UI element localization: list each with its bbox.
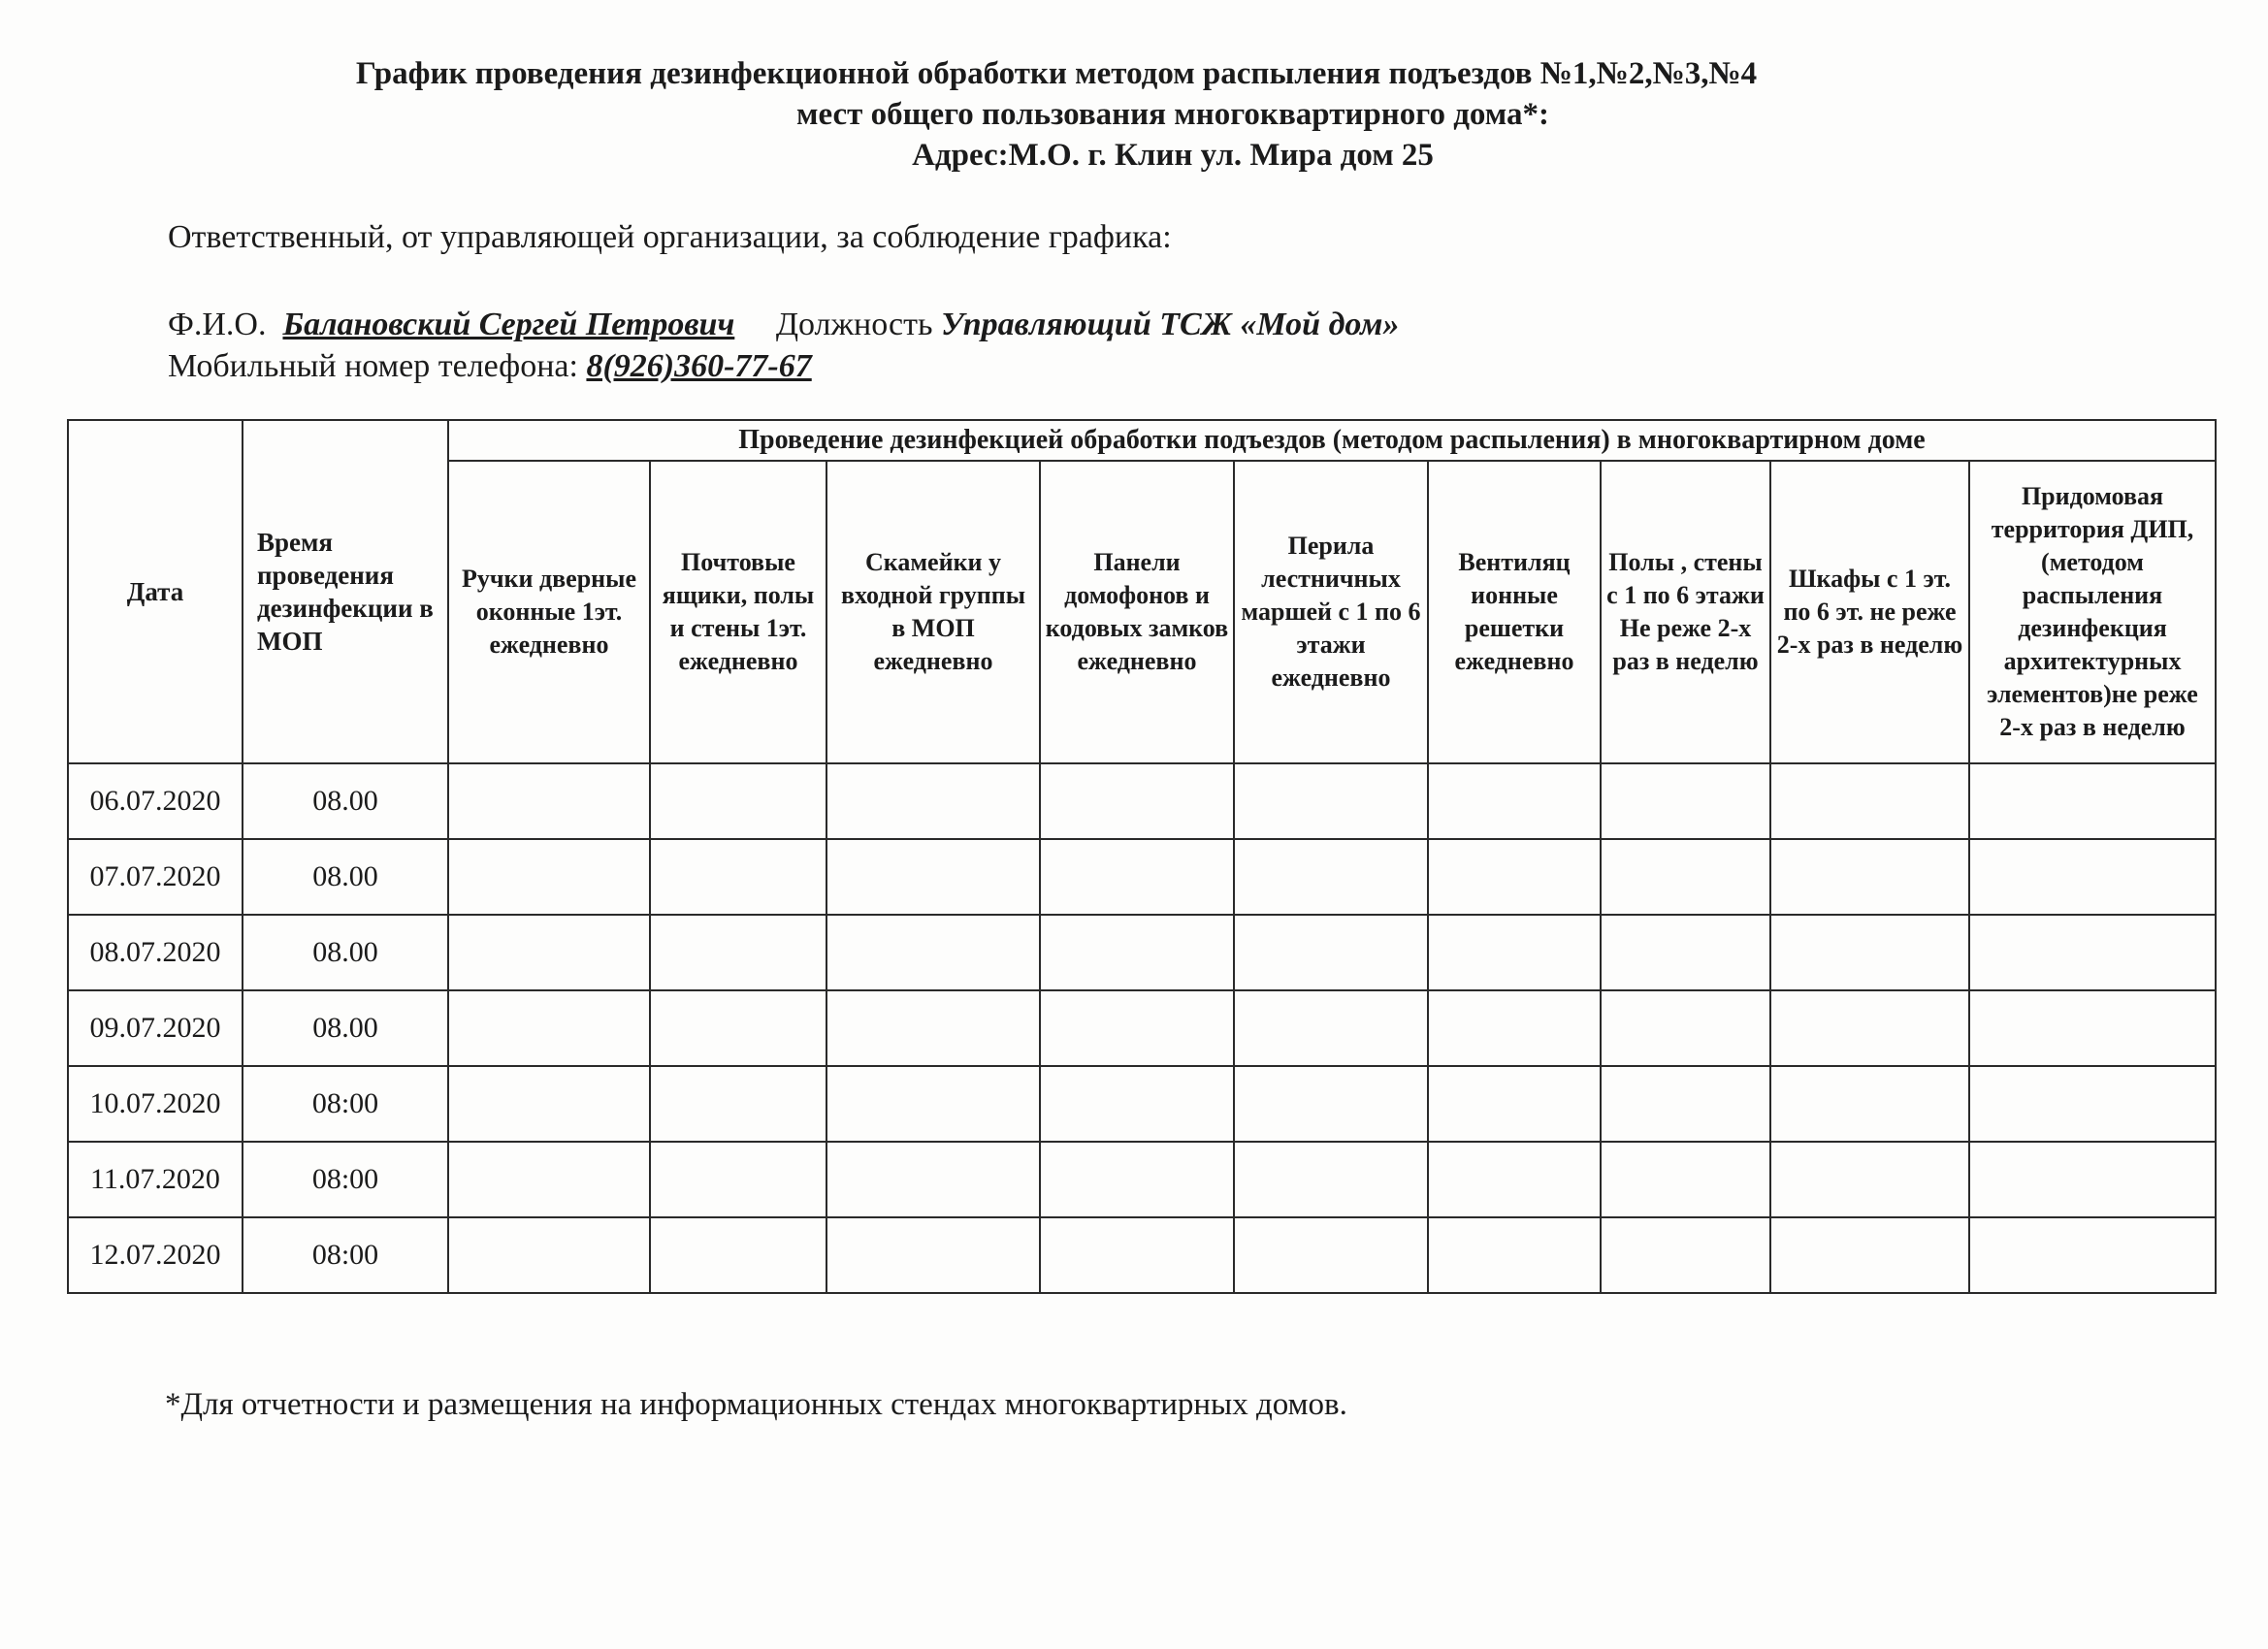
empty-cell xyxy=(1234,1217,1428,1293)
empty-cell xyxy=(448,839,650,915)
date-cell: 08.07.2020 xyxy=(68,915,243,990)
date-cell: 12.07.2020 xyxy=(68,1217,243,1293)
empty-cell xyxy=(1770,839,1969,915)
empty-cell xyxy=(1428,990,1601,1066)
column-header-benches: Скамейки у входной группы в МОП ежедневно xyxy=(826,461,1040,763)
table-row xyxy=(68,839,2216,915)
position-value: Управляющий ТСЖ «Мой дом» xyxy=(941,307,1400,342)
empty-cell xyxy=(448,990,650,1066)
group-header: Проведение дезинфекцией обработки подъездов (методом распыления) в многоквартирном доме xyxy=(448,420,2216,461)
date-cell: 09.07.2020 xyxy=(68,990,243,1066)
empty-cell xyxy=(448,1066,650,1142)
fio-value: Балановский Сергей Петрович xyxy=(282,307,735,342)
empty-cell xyxy=(826,1142,1040,1217)
empty-cell xyxy=(1040,1066,1234,1142)
empty-cell xyxy=(1969,990,2216,1066)
empty-cell xyxy=(1040,763,1234,839)
table-row xyxy=(68,1142,2216,1217)
empty-cell xyxy=(826,1066,1040,1142)
empty-cell xyxy=(1040,1217,1234,1293)
empty-cell xyxy=(1969,763,2216,839)
empty-cell xyxy=(1770,915,1969,990)
empty-cell xyxy=(1770,1217,1969,1293)
empty-cell xyxy=(1601,763,1770,839)
column-header-cabinets: Шкафы с 1 эт. по 6 эт. не реже 2-х раз в неделю xyxy=(1770,461,1969,763)
column-header-floors-walls: Полы , стены с 1 по 6 этажи Не реже 2-х раз в неделю xyxy=(1601,461,1770,763)
empty-cell xyxy=(1428,1142,1601,1217)
phone-value: 8(926)360-77-67 xyxy=(586,348,812,384)
empty-cell xyxy=(1969,839,2216,915)
empty-cell xyxy=(1234,915,1428,990)
fio-line xyxy=(168,305,1399,345)
table-row xyxy=(68,990,2216,1066)
column-header-adjacent-territory: Придомовая территория ДИП, (методом распыления дезинфекция архитектурных элементов)не реже 2-х раз в неделю xyxy=(1969,461,2216,763)
empty-cell xyxy=(1770,1142,1969,1217)
empty-cell xyxy=(1428,1066,1601,1142)
empty-cell xyxy=(1040,1142,1234,1217)
empty-cell xyxy=(1601,1142,1770,1217)
fio-label: Ф.И.О. xyxy=(168,307,267,342)
empty-cell xyxy=(650,915,826,990)
date-cell: 07.07.2020 xyxy=(68,839,243,915)
empty-cell xyxy=(448,763,650,839)
time-cell: 08.00 xyxy=(243,990,448,1066)
empty-cell xyxy=(1601,990,1770,1066)
empty-cell xyxy=(1601,839,1770,915)
column-header-stair-railings: Перила лестничных маршей с 1 по 6 этажи ежедневно xyxy=(1234,461,1428,763)
empty-cell xyxy=(650,990,826,1066)
title-address: Адрес:М.О. г. Клин ул. Мира дом 25 xyxy=(912,138,1434,173)
empty-cell xyxy=(1040,990,1234,1066)
empty-cell xyxy=(826,839,1040,915)
column-header-mailboxes: Почтовые ящики, полы и стены 1эт. ежедневно xyxy=(650,461,826,763)
header-row-group xyxy=(68,420,2216,461)
empty-cell xyxy=(650,1217,826,1293)
empty-cell xyxy=(826,915,1040,990)
table-row xyxy=(68,1066,2216,1142)
empty-cell xyxy=(1428,1217,1601,1293)
table-row xyxy=(68,763,2216,839)
empty-cell xyxy=(1969,1066,2216,1142)
empty-cell xyxy=(1969,915,2216,990)
empty-cell xyxy=(1601,1066,1770,1142)
column-header-intercom-panels: Панели домофонов и кодовых замков ежедневно xyxy=(1040,461,1234,763)
empty-cell xyxy=(826,990,1040,1066)
column-header-ventilation-grilles: Вентиляц ионные решетки ежедневно xyxy=(1428,461,1601,763)
date-cell: 11.07.2020 xyxy=(68,1142,243,1217)
empty-cell xyxy=(1770,1066,1969,1142)
empty-cell xyxy=(448,1217,650,1293)
empty-cell xyxy=(1428,915,1601,990)
empty-cell xyxy=(1969,1217,2216,1293)
column-header-door-handles: Ручки дверные оконные 1эт. ежедневно xyxy=(448,461,650,763)
phone-line xyxy=(168,346,812,387)
time-cell: 08:00 xyxy=(243,1142,448,1217)
empty-cell xyxy=(1234,763,1428,839)
footnote: *Для отчетности и размещения на информационных стендах многоквартирных домов. xyxy=(165,1387,1347,1422)
empty-cell xyxy=(1969,1142,2216,1217)
responsible-intro: Ответственный, от управляющей организации, за соблюдение графика: xyxy=(168,219,1172,255)
phone-label: Мобильный номер телефона: xyxy=(168,348,578,384)
date-column-header: Дата xyxy=(68,420,243,763)
empty-cell xyxy=(1770,990,1969,1066)
title-line-2: мест общего пользования многоквартирного дома*: xyxy=(795,97,1549,132)
time-cell: 08:00 xyxy=(243,1217,448,1293)
time-column-header: Время проведения дезинфекции в МОП xyxy=(243,420,448,763)
empty-cell xyxy=(1234,1066,1428,1142)
time-cell: 08.00 xyxy=(243,763,448,839)
disinfection-schedule-table xyxy=(67,419,2217,1294)
empty-cell xyxy=(650,839,826,915)
table-row xyxy=(68,915,2216,990)
position-label: Должность xyxy=(775,307,933,342)
empty-cell xyxy=(1428,839,1601,915)
empty-cell xyxy=(650,1142,826,1217)
empty-cell xyxy=(1601,915,1770,990)
empty-cell xyxy=(826,763,1040,839)
title-line-1: График проведения дезинфекционной обработки методом распыления подъездов №1,№2,№3,№4 xyxy=(355,56,1758,91)
date-cell: 06.07.2020 xyxy=(68,763,243,839)
empty-cell xyxy=(1428,763,1601,839)
empty-cell xyxy=(650,1066,826,1142)
empty-cell xyxy=(1770,763,1969,839)
time-cell: 08.00 xyxy=(243,839,448,915)
time-cell: 08.00 xyxy=(243,915,448,990)
empty-cell xyxy=(1234,839,1428,915)
empty-cell xyxy=(1040,839,1234,915)
date-cell: 10.07.2020 xyxy=(68,1066,243,1142)
empty-cell xyxy=(448,1142,650,1217)
empty-cell xyxy=(1234,990,1428,1066)
empty-cell xyxy=(650,763,826,839)
empty-cell xyxy=(1234,1142,1428,1217)
empty-cell xyxy=(448,915,650,990)
time-cell: 08:00 xyxy=(243,1066,448,1142)
empty-cell xyxy=(1601,1217,1770,1293)
empty-cell xyxy=(826,1217,1040,1293)
table-row xyxy=(68,1217,2216,1293)
empty-cell xyxy=(1040,915,1234,990)
